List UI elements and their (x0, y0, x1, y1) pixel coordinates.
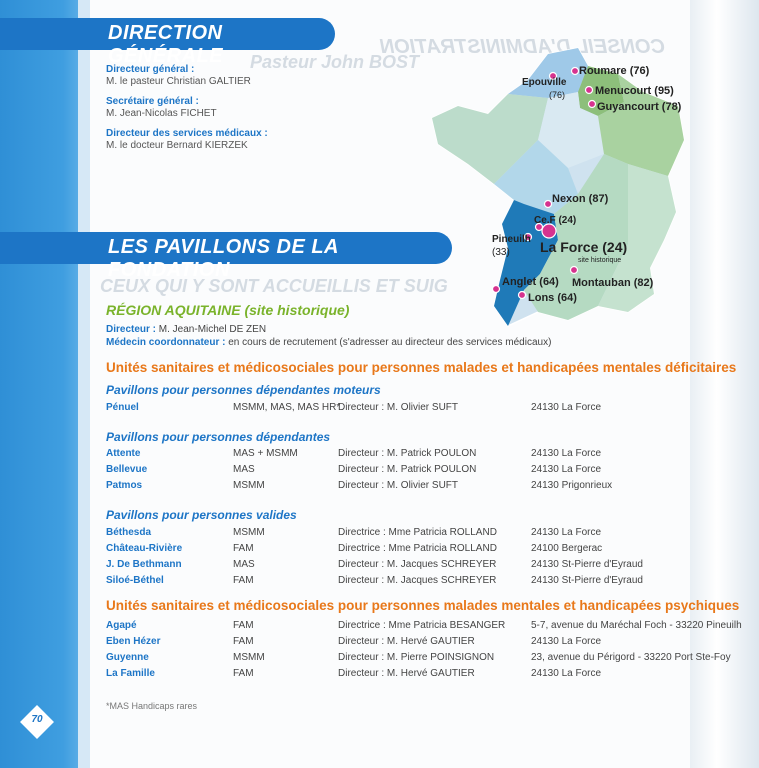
pavillon-name: La Famille (106, 668, 155, 679)
pavillon-address: 24130 St-Pierre d'Eyraud (531, 575, 643, 586)
direction-title: DIRECTION GÉNÉRALE (108, 22, 224, 67)
pavillon-name: Pénuel (106, 402, 139, 413)
pavillon-address: 24130 La Force (531, 448, 602, 459)
region-coord-label: Médecin coordonnateur : (106, 337, 226, 348)
group-title: Pavillons pour personnes dépendantes (106, 430, 331, 444)
direction-banner (90, 18, 335, 67)
pavillon-director: Directeur : M. Patrick POULON (338, 464, 477, 475)
region-director (106, 324, 266, 335)
table-row (106, 464, 726, 478)
pavillon-name: Bellevue (106, 464, 148, 475)
map-label-menucourt: Menucourt (95) (595, 85, 674, 97)
pavillon-type: MSMM (233, 527, 265, 538)
city-dot-roumare (572, 68, 579, 75)
section1-title: Unités sanitaires et médicosociales pour personnes malades et handicapées mentales déficitaires (106, 360, 737, 375)
ghost-heading-2: CEUX QUI Y SONT ACCUEILLIS ET SUIG (100, 276, 448, 296)
table-row (106, 652, 731, 666)
pavillon-director: Directeur : M. Olivier SUFT (338, 402, 459, 413)
table-row (106, 636, 726, 650)
map-label-pineuilh: Pineuilh (492, 234, 531, 245)
table-row (106, 620, 742, 634)
pavillon-address: 24130 La Force (531, 464, 602, 475)
pavillon-director: Directrice : Mme Patricia ROLLAND (338, 543, 497, 554)
map-label-anglet: Anglet (64) (502, 276, 559, 288)
city-dot-laforce (542, 224, 556, 238)
footnote: *MAS Handicaps rares (106, 701, 198, 711)
pavillon-name: J. De Bethmann (106, 559, 182, 570)
dir-entry-1 (106, 64, 251, 88)
pavillon-director: Directrice : Mme Patricia ROLLAND (338, 527, 497, 538)
map-label-guyancourt: Guyancourt (78) (597, 101, 682, 113)
table-row (106, 448, 726, 462)
table-row (106, 480, 726, 494)
map-label-montauban: Montauban (82) (572, 277, 654, 289)
map-label-laforce: La Force (24) (540, 239, 628, 255)
pavillon-name: Patmos (106, 480, 143, 491)
pavillon-type: MSMM (233, 480, 265, 491)
pavillon-address: 24130 St-Pierre d'Eyraud (531, 559, 643, 570)
group-title: Pavillons pour personnes dépendantes moteurs (106, 383, 381, 397)
section2-title: Unités sanitaires et médicosociales pour personnes malades mentales et handicapées psychiques (106, 598, 740, 613)
pavillon-address: 24130 La Force (531, 668, 602, 679)
table-row (106, 543, 726, 557)
city-dot-anglet (493, 286, 500, 293)
table-row (106, 575, 726, 589)
map-label-pineuilh-dept: (33) (492, 247, 510, 258)
france-map (428, 44, 688, 334)
pavillon-type: FAM (233, 543, 254, 554)
pavillon-name: Agapé (106, 620, 137, 631)
page-number: 70 (31, 714, 43, 725)
pavillon-type: FAM (233, 575, 254, 586)
group-title: Pavillons pour personnes valides (106, 508, 297, 522)
map-label-epouville: Epouville (522, 77, 567, 88)
pavillon-address: 24130 La Force (531, 527, 602, 538)
dir-label: Directeur général : (106, 64, 195, 75)
city-dot-nexon (545, 201, 552, 208)
pavillon-address: 24130 Prigonrieux (531, 480, 613, 491)
region-director-label: Directeur : (106, 324, 157, 335)
dir-name: M. Jean-Nicolas FICHET (106, 108, 217, 119)
pavillon-director: Directeur : M. Patrick POULON (338, 448, 477, 459)
pavillon-type: FAM (233, 636, 254, 647)
map-label-cef: Ce.F (24) (534, 215, 577, 226)
dir-entry-3 (106, 128, 268, 152)
region-director-name: M. Jean-Michel DE ZEN (158, 324, 267, 335)
pavillon-name: Eben Hézer (106, 636, 161, 647)
pavillon-type: MSMM, MAS, MAS HR* (233, 402, 341, 413)
pavillon-address: 24100 Bergerac (531, 543, 603, 554)
table-row (106, 668, 726, 682)
pavillon-name: Guyenne (106, 652, 149, 663)
dir-label: Secrétaire général : (106, 96, 199, 107)
city-dot-guyancourt (589, 101, 596, 108)
pavillon-director: Directeur : M. Hervé GAUTIER (338, 636, 475, 647)
ghost-heading: CONSEIL D'ADMINISTRATION (380, 36, 666, 58)
pavillon-director: Directeur : M. Olivier SUFT (338, 480, 459, 491)
city-dot-menucourt (586, 87, 593, 94)
region-title: RÉGION AQUITAINE (site historique) (106, 302, 350, 318)
pavillon-director: Directeur : M. Pierre POINSIGNON (338, 652, 495, 663)
region-coord-text: en cours de recrutement (s'adresser au directeur des services médicaux) (228, 337, 552, 348)
pavillon-name: Siloé-Béthel (106, 575, 164, 586)
dir-name: M. le pasteur Christian GALTIER (106, 76, 251, 87)
dir-label: Directeur des services médicaux : (106, 128, 268, 139)
region-coordinator (106, 337, 551, 348)
left-blue-band (0, 0, 90, 768)
dir-name: M. le docteur Bernard KIERZEK (106, 140, 248, 151)
table-row (106, 527, 726, 541)
pavillon-name: Béthesda (106, 527, 152, 538)
city-dot-lons (519, 292, 526, 299)
dir-entry-2 (106, 96, 217, 120)
pavillon-director: Directeur : M. Jacques SCHREYER (338, 559, 497, 570)
pavillon-type: MSMM (233, 652, 265, 663)
pavillon-type: MAS (233, 559, 255, 570)
pavillon-address: 5-7, avenue du Maréchal Foch - 33220 Pineuilh (531, 620, 742, 631)
pavillon-address: 24130 La Force (531, 402, 602, 413)
pavillon-name: Attente (106, 448, 141, 459)
map-label-site: site historique (578, 257, 622, 264)
pavillon-address: 24130 La Force (531, 636, 602, 647)
city-dot-montauban (571, 267, 578, 274)
ghost-name: Pasteur John BOST (250, 52, 420, 72)
pavillon-type: FAM (233, 620, 254, 631)
pavillon-address: 23, avenue du Périgord - 33220 Port Ste-Foy (531, 652, 731, 663)
left-band-edge (78, 0, 90, 768)
pavillon-name: Château-Rivière (106, 543, 183, 554)
pavillon-type: FAM (233, 668, 254, 679)
map-label-lons: Lons (64) (528, 292, 577, 304)
map-label-epouville-dept: (76) (549, 90, 566, 100)
map-label-nexon: Nexon (87) (552, 193, 609, 205)
pavillons-banner (90, 232, 452, 281)
pavillon-director: Directrice : Mme Patricia BESANGER (338, 620, 506, 631)
pavillon-type: MAS + MSMM (233, 448, 298, 459)
pavillons-title: LES PAVILLONS DE LA FONDATION (108, 236, 339, 281)
pavillon-director: Directeur : M. Hervé GAUTIER (338, 668, 475, 679)
map-label-roumare: Roumare (76) (579, 65, 650, 77)
table-row (106, 402, 726, 416)
table-row (106, 559, 726, 573)
pavillon-director: Directeur : M. Jacques SCHREYER (338, 575, 497, 586)
pavillon-type: MAS (233, 464, 255, 475)
